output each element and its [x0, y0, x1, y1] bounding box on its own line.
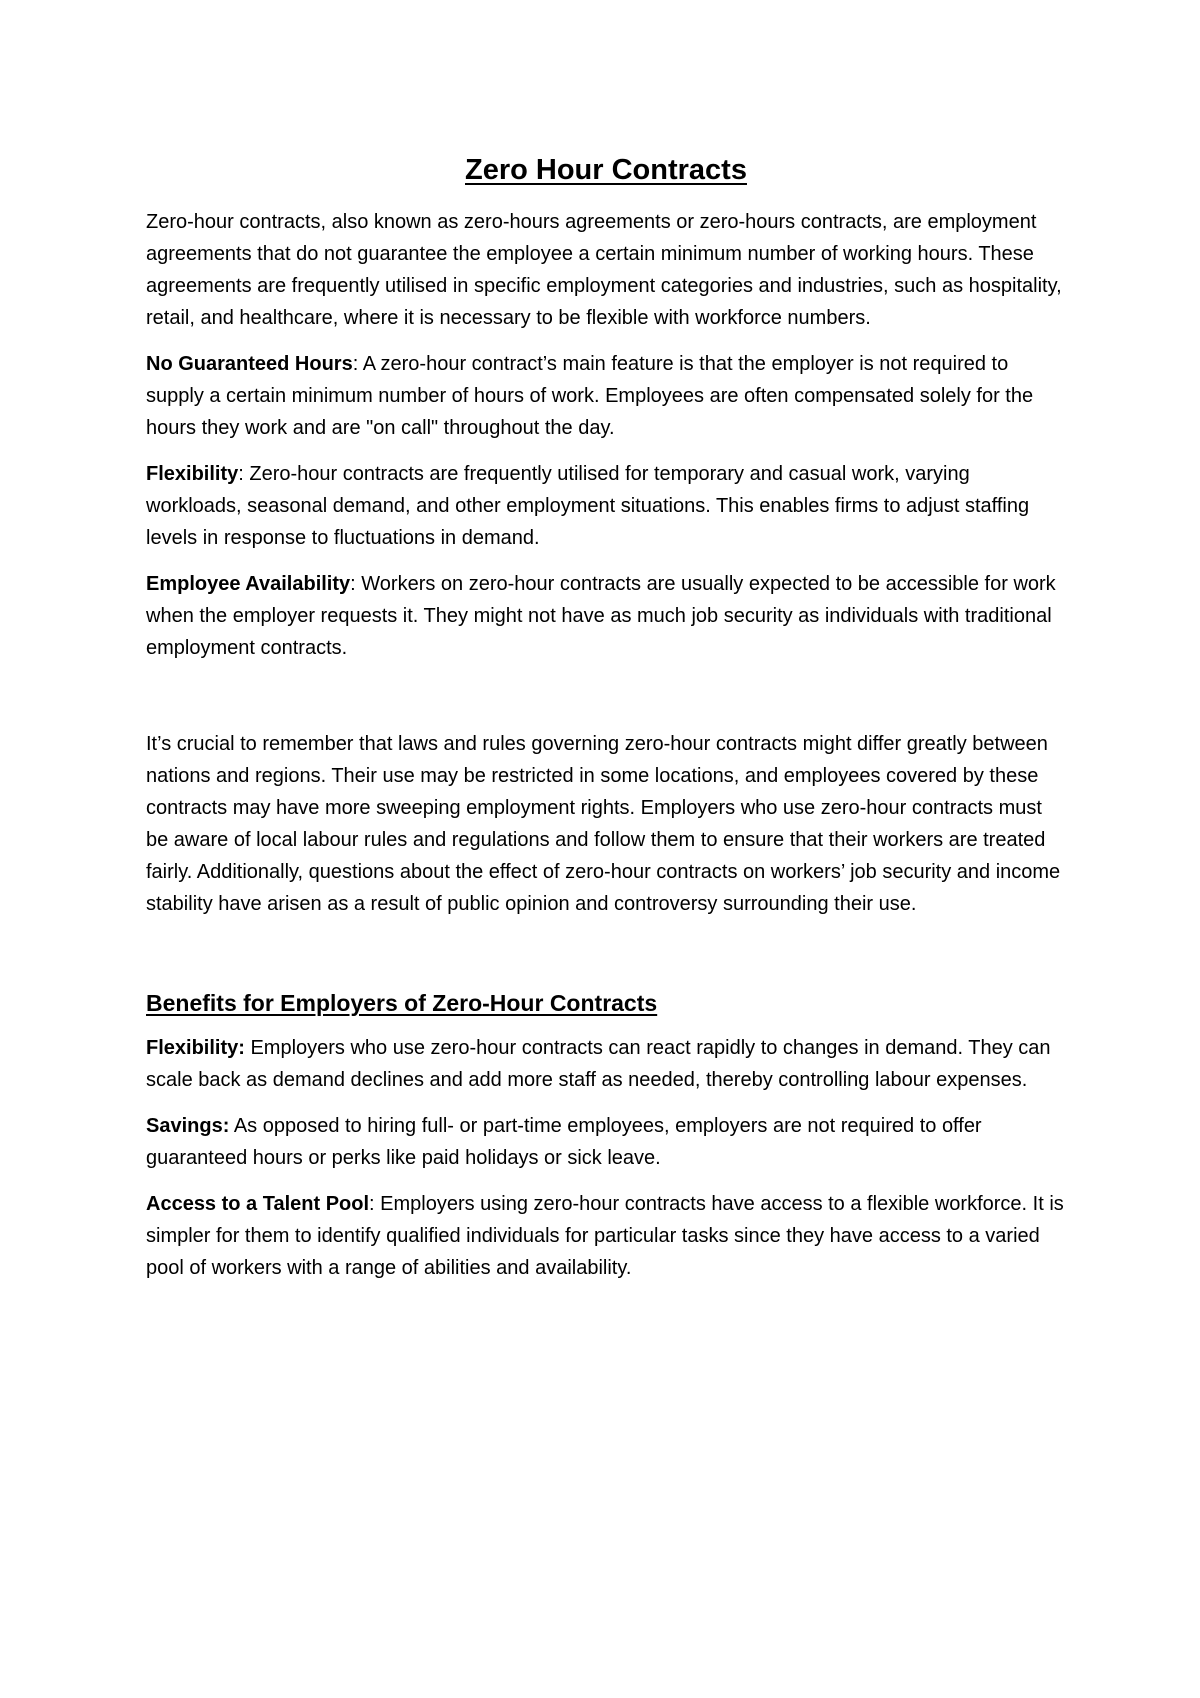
feature-flexibility — [146, 458, 1066, 554]
intro-paragraph: Zero-hour contracts, also known as zero-hours agreements or zero-hours contracts, are employment agreements that do not guarantee the employee a certain minimum number of working hours. These agreements are frequently utilised in specific employment categories and industries, such as hospitality, retail, and healthcare, where it is necessary to be flexible with workforce numbers. — [146, 211, 1062, 329]
feature-text: : Zero-hour contracts are frequently utilised for temporary and casual work, varying workloads, seasonal demand, and other employment situations. This enables firms to adjust staffing levels in response to fluctuations in demand. — [146, 463, 1030, 549]
feature-employee-availability — [146, 568, 1066, 664]
benefit-text: : Employers using zero-hour contracts have access to a flexible workforce. It is simpler for them to identify qualified individuals for particular tasks since they have access to a varied pool of workers with a range of abilities and availability. — [146, 1193, 1064, 1279]
benefits-heading: Benefits for Employers of Zero-Hour Contracts — [146, 990, 658, 1016]
benefit-talent-pool — [146, 1188, 1066, 1284]
document-title: Zero Hour Contracts — [465, 154, 747, 186]
benefit-flexibility — [146, 1032, 1066, 1096]
benefit-label: Access to a Talent Pool — [146, 1193, 370, 1215]
feature-text: : Workers on zero-hour contracts are usually expected to be accessible for work when the employer requests it. They might not have as much job security as individuals with traditional employment contracts. — [146, 573, 1056, 659]
legal-note-paragraph: It’s crucial to remember that laws and rules governing zero-hour contracts might differ greatly between nations and regions. Their use may be restricted in some locations, and employees covered by these contracts may have more sweeping employment rights. Employers who use zero-hour contracts must be aware of local labour rules and regulations and follow them to ensure that their workers are treated fairly. Additionally, questions about the effect of zero-hour contracts on workers’ job security and income stability have arisen as a result of public opinion and controversy surrounding their use. — [146, 733, 1061, 915]
feature-no-guaranteed-hours — [146, 348, 1066, 444]
feature-text: : A zero-hour contract’s main feature is that the employer is not required to supply a certain minimum number of hours of work. Employees are often compensated solely for the hours they work and are "on call" throughout the day. — [146, 353, 1034, 439]
paragraph-spacer — [146, 678, 1066, 728]
benefit-savings — [146, 1110, 1066, 1174]
feature-label: Employee Availability — [146, 573, 351, 595]
feature-label: No Guaranteed Hours — [146, 353, 353, 375]
feature-label: Flexibility — [146, 463, 239, 485]
benefit-text: As opposed to hiring full- or part-time employees, employers are not required to offer guaranteed hours or perks like paid holidays or sick leave. — [146, 1115, 982, 1169]
benefit-label: Flexibility: — [146, 1037, 245, 1059]
benefit-label: Savings: — [146, 1115, 230, 1137]
document-body — [146, 152, 1066, 1298]
benefit-text: Employers who use zero-hour contracts can react rapidly to changes in demand. They can scale back as demand declines and add more staff as needed, thereby controlling labour expenses. — [146, 1037, 1051, 1091]
